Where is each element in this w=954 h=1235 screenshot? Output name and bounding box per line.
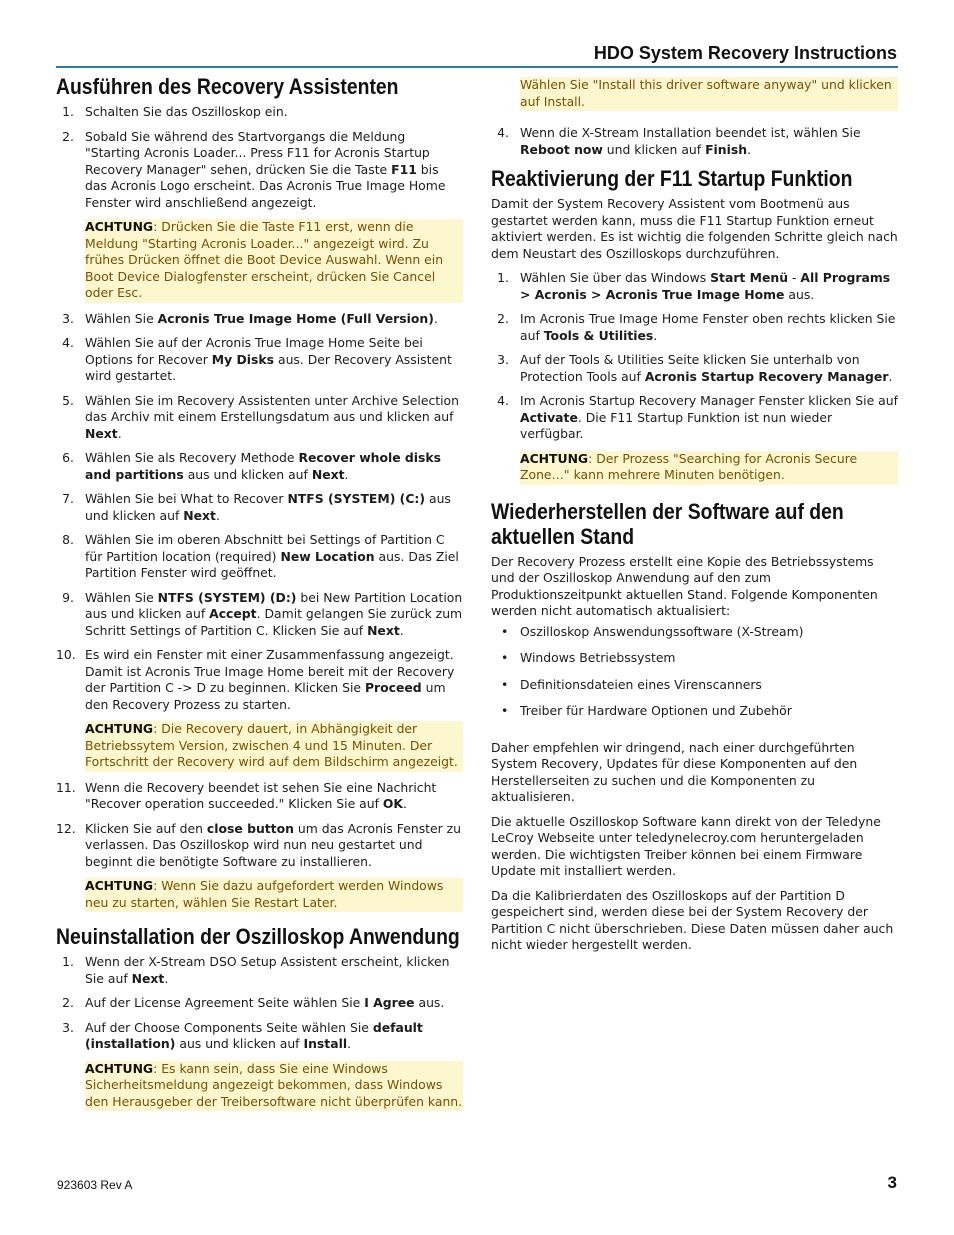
left-column xyxy=(56,74,463,1119)
step-number: 1. xyxy=(62,954,74,969)
step-text: und klicken auf xyxy=(602,141,706,157)
list-item xyxy=(56,393,463,443)
list-item: • Treiber für Hardware Optionen und Zubehör xyxy=(491,703,898,720)
step-keyword: Accept xyxy=(209,606,257,621)
step-number: 12. xyxy=(56,820,76,836)
step-text: - xyxy=(788,270,801,285)
step-number: 5. xyxy=(62,392,74,408)
section-title-recovery-assistant: Ausführen des Recovery Assistenten xyxy=(56,74,399,99)
step-text: aus und klicken auf xyxy=(85,491,451,523)
list-item xyxy=(56,491,463,524)
list-item: • Oszilloskop Answendungssoftware (X-Stream) xyxy=(491,624,898,641)
step-keyword: Activate xyxy=(520,409,578,425)
step-keyword: Reboot now xyxy=(520,141,603,157)
step-text: Wenn die X-Stream Installation beendet ist, wählen Sie xyxy=(520,125,861,140)
note-text: : Drücken Sie die Taste F11 erst, wenn die Meldung "Starting Acronis Loader..." angezeigt wird. Zu frühes Drücken öffnet die Boot Device Auswahl. Wenn ein Boot Device Dialogfenster erscheint, drücken Sie Cancel oder Esc. xyxy=(85,219,444,300)
list-item xyxy=(491,352,898,385)
step-text: Im Acronis Startup Recovery Manager Fenster klicken Sie auf xyxy=(520,393,898,408)
step-text: Schalten Sie das Oszilloskop ein. xyxy=(85,104,288,119)
step-number: 2. xyxy=(497,311,509,326)
warning-note-continued: Wählen Sie "Install this driver software anyway" und klicken auf Install. xyxy=(520,77,898,111)
list-item xyxy=(491,393,898,485)
step-number: 3. xyxy=(497,352,509,367)
step-keyword: Next xyxy=(367,622,400,638)
step-text: Wählen Sie xyxy=(85,310,158,326)
step-keyword: Tools & Utilities xyxy=(543,327,654,343)
body-paragraph: Da die Kalibrierdaten des Oszilloskops auf der Partition D gespeichert sind, werden diese bei der System Recovery der Partition C nicht überschrieben. Diese Daten müssen daher auch nicht wieder hergestellt werden. xyxy=(491,887,894,952)
note-text: : Wenn Sie dazu aufgefordert werden Windows neu zu starten, wählen Sie Restart Later. xyxy=(85,878,444,910)
step-keyword: close button xyxy=(206,820,294,836)
footer-document-id: 923603 Rev A xyxy=(57,1178,133,1192)
step-keyword: Acronis Startup Recovery Manager xyxy=(644,368,889,384)
note-label: ACHTUNG xyxy=(85,1060,154,1076)
body-paragraph: Die aktuelle Oszilloskop Software kann direkt von der Teledyne LeCroy Webseite unter teledynelecroy.com heruntergeladen werden. Die wichtigsten Treiber können bei einem Firmware Update mit installiert werden. xyxy=(491,813,881,878)
warning-note xyxy=(85,878,463,912)
step-keyword: NTFS (SYSTEM) (C:) xyxy=(287,491,426,506)
step-text: aus und klicken auf xyxy=(183,466,312,482)
warning-note xyxy=(85,219,463,303)
list-item: • Definitionsdateien eines Virenscanners xyxy=(491,677,898,694)
list-item xyxy=(491,125,898,158)
components-list xyxy=(491,624,898,720)
footer-page-number: 3 xyxy=(887,1173,897,1192)
step-text: aus und klicken auf xyxy=(175,1036,304,1051)
step-number: 4. xyxy=(62,335,74,350)
step-text: . xyxy=(344,466,349,482)
list-item xyxy=(56,780,463,813)
step-keyword: New Location xyxy=(280,548,375,564)
step-number: 3. xyxy=(62,1019,74,1035)
reinstall-steps-list xyxy=(56,954,463,1111)
note-text: : Es kann sein, dass Sie eine Windows Sicherheitsmeldung angezeigt bekommen, dass Windows den Herausgeber der Treibersoftware nicht überprüfen kann. xyxy=(85,1060,463,1109)
step-text: . xyxy=(653,327,658,343)
body-paragraph: Daher empfehlen wir dringend, nach einer durchgeführten System Recovery, Updates für diese Komponenten auf den Herstellerseiten zu suchen und die Komponenten zu aktualisieren. xyxy=(491,739,858,804)
list-item xyxy=(56,954,463,987)
list-item xyxy=(491,77,898,111)
step-number: 11. xyxy=(56,779,76,795)
step-number: 2. xyxy=(62,128,74,144)
section-intro: Damit der System Recovery Assistent vom Bootmenü aus gestartet werden kann, muss die F11 Startup Funktion erneut aktiviert werden. Es ist wichtig die folgenden Schritte gleich nach dem Neustart des Oszilloskops durchzuführen. xyxy=(491,196,898,261)
step-text: Wählen Sie über das Windows xyxy=(520,270,711,285)
step-number: 1. xyxy=(497,270,509,285)
step-text: . xyxy=(433,310,438,326)
f11-steps-list xyxy=(491,270,898,485)
section-intro: Der Recovery Prozess erstellt eine Kopie des Betriebssystems und der Oszilloskop Anwendung auf den zum Produktionszeitpunkt aktuellen Stand. Folgende Komponenten werden nicht automatisch aktualisiert: xyxy=(491,553,878,618)
step-text: aus. xyxy=(784,286,815,302)
step-keyword: Recover whole disks and partitions xyxy=(85,450,442,482)
note-text: : Der Prozess "Searching for Acronis Secure Zone…" kann mehrere Minuten benötigen. xyxy=(520,450,858,482)
list-item xyxy=(56,335,463,385)
step-text: um den Recovery Prozess zu starten. xyxy=(85,680,446,712)
section-title-f11-reactivation: Reaktivierung der F11 Startup Funktion xyxy=(491,166,853,191)
list-item xyxy=(491,311,898,344)
step-text: bei New Partition Location aus und klicken auf xyxy=(85,589,463,621)
step-text: Sobald Sie während des Startvorgangs die Meldung "Starting Acronis Loader... Press F11 for Acronis Startup Recovery Manager" sehen, drücken Sie die Taste xyxy=(85,128,430,177)
step-keyword: Install xyxy=(303,1036,348,1051)
list-item xyxy=(56,590,463,640)
step-text: . Die F11 Startup Funktion ist nun wieder verfügbar. xyxy=(520,409,833,441)
step-keyword: Finish xyxy=(705,141,748,157)
step-keyword: F11 xyxy=(391,161,417,177)
warning-note xyxy=(85,1061,463,1112)
step-text: Auf der Choose Components Seite wählen Sie xyxy=(85,1019,373,1035)
step-text: bis das Acronis Logo erscheint. Das Acronis True Image Home Fenster wird anschließend angezeigt. xyxy=(85,161,446,210)
list-item: • Windows Betriebssystem xyxy=(491,650,898,667)
step-keyword: Start Menü xyxy=(710,270,789,285)
step-text: Wählen Sie im oberen Abschnitt bei Settings of Partition C für Partition location (required) xyxy=(85,532,445,564)
step-number: 3. xyxy=(62,310,74,326)
step-text: Wählen Sie als Recovery Methode xyxy=(85,450,299,465)
step-number: 4. xyxy=(497,125,509,140)
header-divider xyxy=(56,66,898,68)
list-item xyxy=(56,129,463,303)
step-text: Im Acronis True Image Home Fenster oben rechts klicken Sie auf xyxy=(520,311,896,343)
step-text: Klicken Sie auf den xyxy=(85,820,207,836)
step-keyword: NTFS (SYSTEM) (D:) xyxy=(157,589,297,605)
list-item xyxy=(56,311,463,328)
step-keyword: default (installation) xyxy=(85,1019,423,1051)
step-text: Wählen Sie xyxy=(85,589,158,605)
list-item xyxy=(56,995,463,1012)
note-label: ACHTUNG xyxy=(85,219,154,234)
step-text: aus. Der Recovery Assistent wird gestartet. xyxy=(85,351,452,383)
step-keyword: Acronis True Image Home (Full Version) xyxy=(157,310,434,326)
note-label: ACHTUNG xyxy=(520,450,589,466)
step-text: Wenn der X-Stream DSO Setup Assistent erscheint, klicken Sie auf xyxy=(85,954,450,986)
step-keyword: Next xyxy=(85,425,118,441)
step-text: Auf der Tools & Utilities Seite klicken Sie unterhalb von Protection Tools auf xyxy=(520,352,860,384)
step-keyword: All Programs > Acronis > Acronis True Image Home xyxy=(520,270,891,302)
step-keyword: Next xyxy=(131,970,165,986)
step-text: Wählen Sie bei What to Recover xyxy=(85,491,288,506)
step-number: 6. xyxy=(62,450,74,465)
step-number: 7. xyxy=(62,491,74,506)
step-text: . xyxy=(399,622,404,638)
step-text: . xyxy=(347,1036,352,1051)
note-label: ACHTUNG xyxy=(85,721,154,736)
note-label: ACHTUNG xyxy=(85,878,154,893)
step-keyword: Next xyxy=(311,466,345,482)
step-text: . xyxy=(164,970,169,986)
step-keyword: My Disks xyxy=(211,351,275,367)
step-keyword: Proceed xyxy=(364,680,422,695)
step-text: aus. Das Ziel Partition Fenster wird geöffnet. xyxy=(85,548,459,580)
page-header-title: HDO System Recovery Instructions xyxy=(593,43,897,63)
step-text: Wählen Sie auf der Acronis True Image Home Seite bei Options for Recover xyxy=(85,335,423,367)
step-number: 2. xyxy=(62,995,74,1010)
step-text: Auf der License Agreement Seite wählen Sie xyxy=(85,995,365,1010)
step-text: aus. xyxy=(414,995,445,1010)
step-number: 4. xyxy=(497,393,509,408)
step-keyword: Next xyxy=(183,507,216,523)
recovery-steps-list xyxy=(56,104,463,912)
list-item xyxy=(56,821,463,913)
list-item xyxy=(56,104,463,121)
step-number: 8. xyxy=(62,532,74,547)
step-text: . xyxy=(215,507,220,523)
list-item xyxy=(56,1020,463,1112)
section-title-reinstall-application: Neuinstallation der Oszilloskop Anwendung xyxy=(56,924,460,949)
note-text: : Die Recovery dauert, in Abhängigkeit der Betriebssytem Version, zwischen 4 und 15 Minuten. Der Fortschritt der Recovery wird auf dem Bildschirm angezeigt. xyxy=(85,721,458,769)
warning-note xyxy=(85,721,463,772)
section-title-software-update: Wiederherstellen der Software auf den aktuellen Stand xyxy=(491,498,844,549)
reinstall-steps-continued xyxy=(491,77,898,158)
step-text: . xyxy=(888,368,893,384)
step-keyword: I Agree xyxy=(364,995,415,1010)
step-keyword: OK xyxy=(382,796,404,811)
step-text: Es wird ein Fenster mit einer Zusammenfassung angezeigt. Damit ist Acronis True Image Home bereit mit der Recovery der Partition C -> D zu beginnen. Klicken Sie xyxy=(85,647,455,695)
step-text: Wählen Sie im Recovery Assistenten unter Archive Selection das Archiv mit einem Erstellungsdatum aus und klicken auf xyxy=(85,392,459,424)
step-number: 1. xyxy=(62,104,74,119)
list-item xyxy=(56,450,463,483)
list-item xyxy=(491,270,898,303)
step-text: . Damit gelangen Sie zurück zum Schritt Settings of Partition C. Klicken Sie auf xyxy=(85,606,463,638)
list-item xyxy=(56,647,463,772)
list-item xyxy=(56,532,463,582)
step-text: Wenn die Recovery beendet ist sehen Sie eine Nachricht "Recover operation succeeded." Klicken Sie auf xyxy=(85,779,437,811)
step-number: 9. xyxy=(62,589,74,605)
step-text: . xyxy=(403,796,407,811)
step-text: . xyxy=(747,141,752,157)
step-number: 10. xyxy=(56,647,76,662)
step-text: um das Acronis Fenster zu verlassen. Das Oszilloskop wird nun neu gestartet und beginnt die benötigte Software zu installieren. xyxy=(85,820,462,869)
warning-note xyxy=(520,451,898,485)
right-column xyxy=(491,77,898,962)
step-text: . xyxy=(117,425,122,441)
